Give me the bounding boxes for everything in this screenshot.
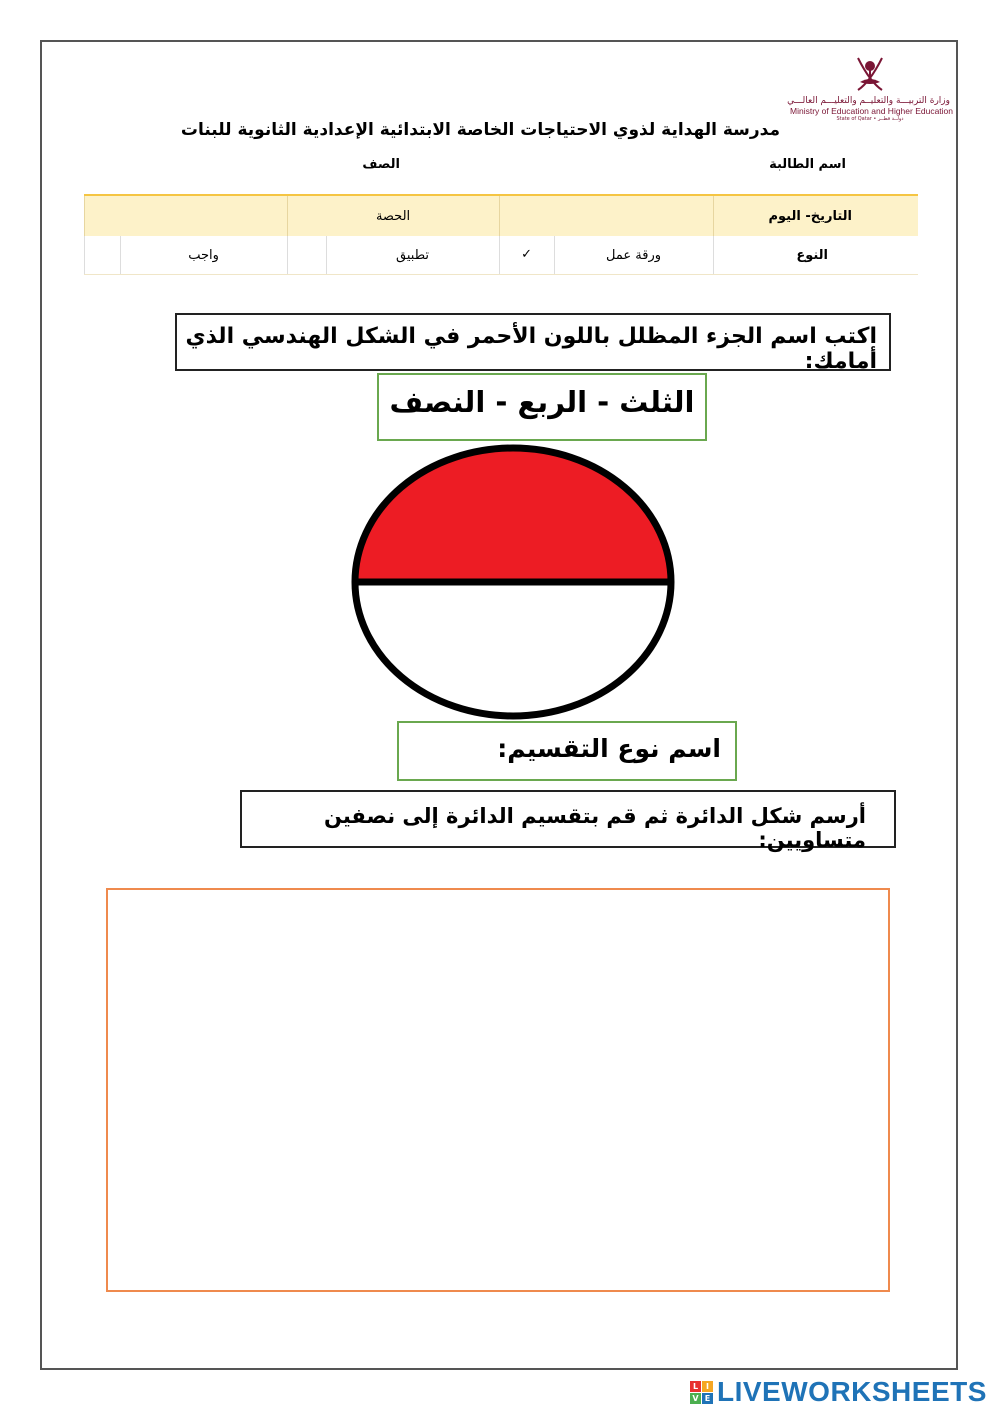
application-label: تطبيق	[396, 247, 430, 263]
question-2-prompt: أرسم شكل الدائرة ثم قم بتقسيم الدائرة إلى نصفين متساويين:	[240, 790, 896, 848]
date-day-value[interactable]	[499, 195, 713, 236]
period-label: الحصة	[287, 195, 499, 236]
homework-checkbox[interactable]	[86, 236, 121, 274]
answer-options: الثلث - الربع - النصف	[377, 373, 707, 441]
qatar-emblem-icon	[852, 52, 888, 94]
worksheet-checkbox[interactable]: ✓	[500, 236, 555, 274]
worksheet-label: ورقة عمل	[606, 247, 662, 263]
logo-letter: L	[690, 1381, 701, 1392]
info-table	[84, 194, 918, 275]
table-row	[85, 195, 919, 236]
question-1-prompt: اكتب اسم الجزء المظلل باللون الأحمر في الشكل الهندسي الذي أمامك:	[175, 313, 891, 371]
class-label: الصف	[362, 157, 400, 172]
drawing-area[interactable]	[106, 888, 890, 1292]
worksheet-cell	[499, 236, 713, 275]
shaded-half	[355, 448, 671, 582]
logo-letter: E	[702, 1393, 713, 1404]
half-shaded-circle-figure	[350, 443, 685, 723]
period-value[interactable]	[85, 195, 288, 236]
student-name-label: اسم الطالبة	[769, 157, 846, 172]
date-day-label: التاريخ- اليوم	[713, 195, 918, 236]
application-checkbox[interactable]	[288, 236, 327, 274]
type-label: النوع	[713, 236, 918, 275]
liveworksheets-logo-icon	[690, 1381, 713, 1404]
table-row	[85, 236, 919, 275]
homework-cell	[85, 236, 288, 275]
logo-letter: V	[690, 1393, 701, 1404]
school-name: مدرسة الهداية لذوي الاحتياجات الخاصة الابتدائية الإعدادية الثانوية للبنات	[180, 120, 780, 140]
division-type-answer[interactable]: اسم نوع التقسيم:	[397, 721, 737, 781]
application-cell	[287, 236, 499, 275]
logo-arabic-text: وزارة التربيـــة والتعليــم والتعليـــم العالـــي	[787, 96, 950, 106]
logo-letter: I	[702, 1381, 713, 1392]
ministry-logo	[787, 52, 954, 132]
logo-english-text: Ministry of Education and Higher Education	[790, 106, 954, 116]
liveworksheets-watermark	[690, 1374, 990, 1410]
homework-label: واجب	[188, 247, 219, 263]
logo-state-text: State of Qatar • دولــة قطــر	[836, 116, 904, 122]
watermark-text: LIVEWORKSHEETS	[717, 1376, 987, 1407]
